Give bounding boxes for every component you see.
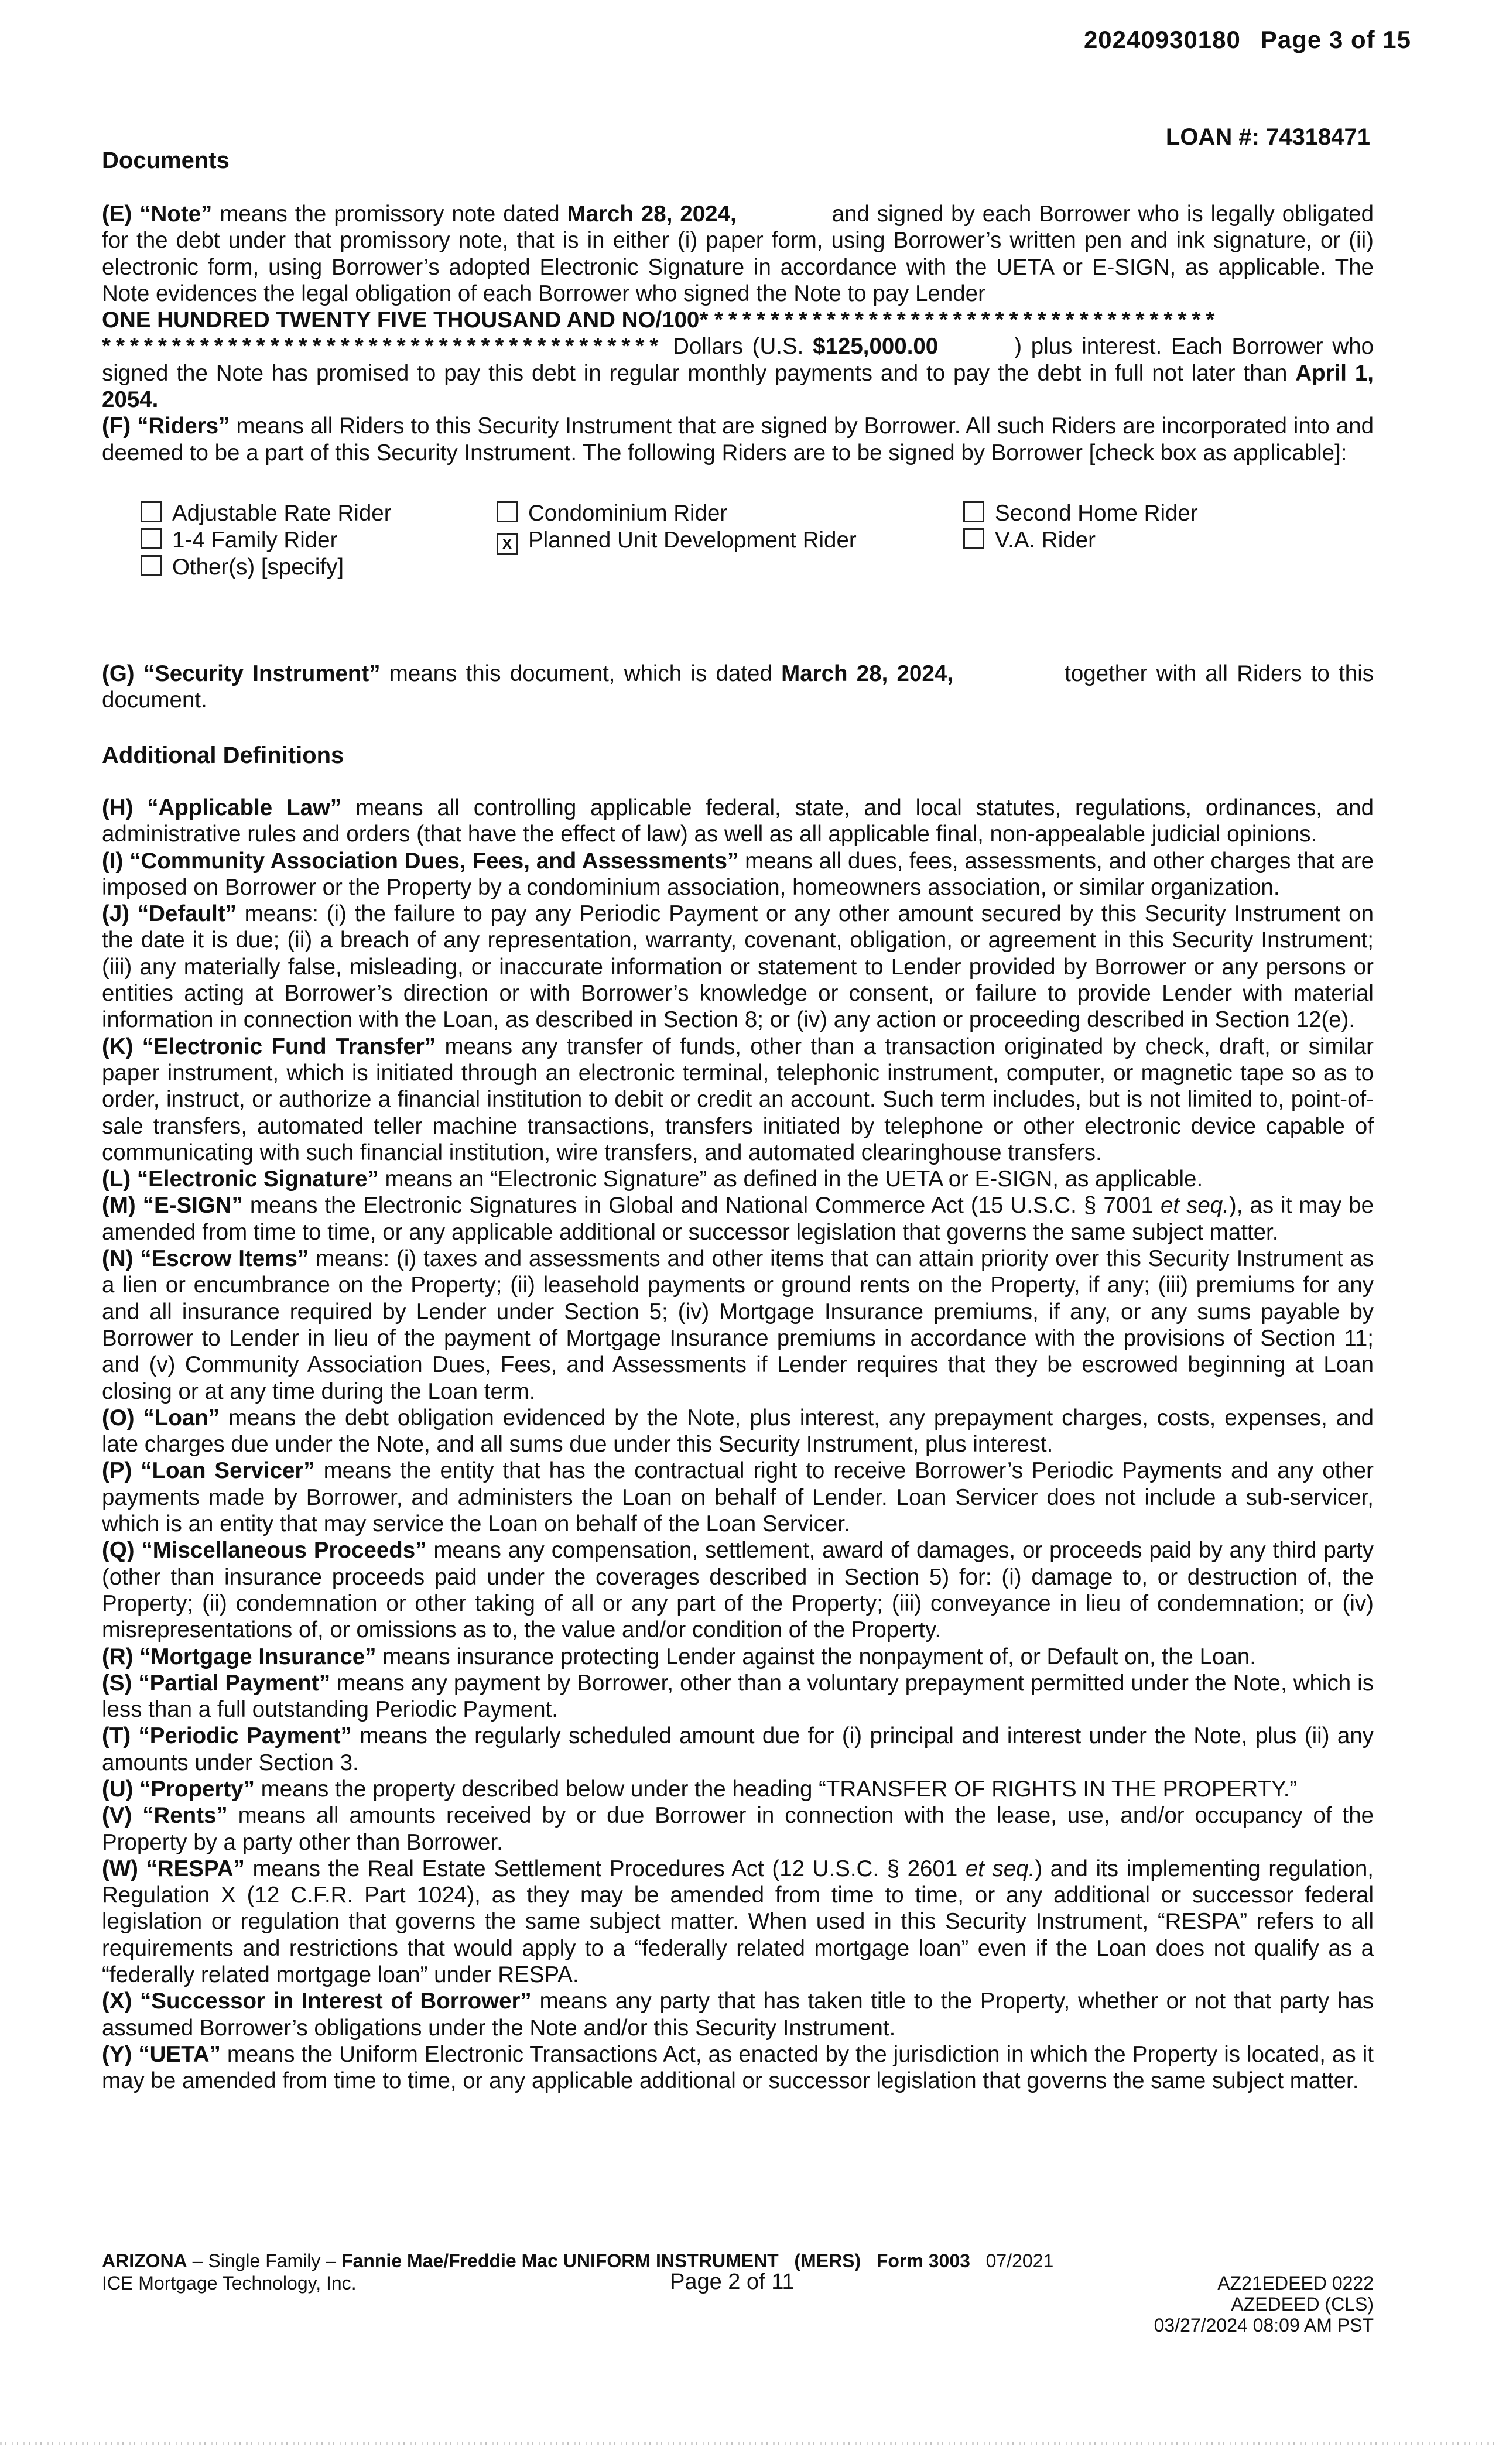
definition-v: (V) “Rents” means all amounts received by or due Borrower in connection with the lease, use, and/or occupancy of the Property by a party other than Borrower. bbox=[102, 1803, 1374, 1855]
recording-header bbox=[1084, 26, 1411, 54]
section-title-additional-definitions: Additional Definitions bbox=[102, 742, 344, 768]
definition-f: (F) “Riders” means all Riders to this Security Instrument that are signed by Borrower. All such Riders are incorporated into and deemed to be a part of this Security Instrument. The following Riders are to be signed by Borrower [check box as applicable]: bbox=[102, 413, 1374, 466]
definition-l: (L) “Electronic Signature” means an “Electronic Signature” as defined in the UETA or E-SIGN, as applicable. bbox=[102, 1166, 1203, 1192]
definition-g: (G) “Security Instrument” means this document, which is dated March 28, 2024, together with all Riders to this document. bbox=[102, 661, 1374, 713]
maturity-date: April 1, 2054 bbox=[102, 360, 1374, 413]
generated-timestamp: 03/27/2024 08:09 AM PST bbox=[1154, 2315, 1374, 2336]
definition-k: (K) “Electronic Fund Transfer” means any transfer of funds, other than a transaction originated by check, draft, or similar paper instrument, which is initiated through an electronic terminal, telephonic instrument, computer, or magnetic tape so as to order, instruct, or authorize a financial institution to debit or credit an account. Such term includes, but is not limited to, point-of-sale transfers, automated teller machine transactions, transfers initiated by telephone or other electronic device capable of communicating with such financial institution, wire transfers, and automated clearinghouse transfers. bbox=[102, 1033, 1374, 1165]
definition-x: (X) “Successor in Interest of Borrower” means any party that has taken title to the Property, whether or not that party has assumed Borrower’s obligations under the Note and/or this Security Instrument. bbox=[102, 1989, 1374, 2041]
definition-j: (J) “Default” means: (i) the failure to pay any Periodic Payment or any other amount secured by this Security Instrument on the date it is due; (ii) a breach of any representation, warranty, covenant, obligation, or agreement in this Security Instrument; (iii) any materially false, misleading, or inaccurate information or statement to Lender provided by Borrower or any persons or entities acting at Borrower’s direction or with Borrower’s knowledge or consent, or failure to provide Lender with material information in connection with the Loan, as described in Section 8; or (iv) any action or proceeding described in Section 12(e). bbox=[102, 901, 1374, 1033]
checked-checkbox-icon[interactable]: X bbox=[497, 533, 518, 555]
definition-i: (I) “Community Association Dues, Fees, and Assessments” means all dues, fees, assessments, and other charges that are imposed on Borrower or the Property by a condominium association, homeowners association, or similar organization. bbox=[102, 848, 1374, 900]
definition-h: (H) “Applicable Law” means all controlling applicable federal, state, and local statutes, regulations, ordinances, and administrative rules and orders (that have the effect of law) as well as all applicable final, non-appealable judicial opinions. bbox=[102, 795, 1374, 847]
definition-w: (W) “RESPA” means the Real Estate Settlement Procedures Act (12 U.S.C. § 2601 et seq.) and its implementing regulation, Regulation X (12 C.F.R. Part 1024), as they may be amended from time to time, or any additional or successor federal legislation or regulation that governs the same subject matter. When used in this Security Instrument, “RESPA” refers to all requirements and restrictions that would apply to a “federally related mortgage loan” even if the Loan does not qualify as a “federally related mortgage loan” under RESPA. bbox=[102, 1856, 1374, 1988]
definition-r: (R) “Mortgage Insurance” means insurance protecting Lender against the nonpayment of, or Default on, the Loan. bbox=[102, 1644, 1256, 1669]
definition-y: (Y) “UETA” means the Uniform Electronic Transactions Act, as enacted by the jurisdiction in which the Property is located, as it may be amended from time to time, or any applicable additional or successor legislation that governs the same subject matter. bbox=[102, 2041, 1374, 2094]
amount-in-words: ONE HUNDRED TWENTY FIVE THOUSAND AND NO/100* bbox=[102, 307, 709, 333]
loan-amount: $125,000.00 bbox=[813, 334, 939, 360]
definitions-h-y bbox=[102, 795, 1374, 2095]
loan-number: LOAN #: 74318471 bbox=[1165, 124, 1370, 150]
form-code: AZ21EDEED 0222 bbox=[1217, 2273, 1374, 2294]
company-name: ICE Mortgage Technology, Inc. bbox=[102, 2273, 357, 2294]
checkbox-icon[interactable] bbox=[497, 501, 518, 522]
definitions-e-f bbox=[102, 201, 1374, 466]
definition-p: (P) “Loan Servicer” means the entity that has the contractual right to receive Borrower’s Periodic Payments and any other payments made by Borrower, and administers the Loan on behalf of Lender. Loan Servicer does not include a sub-servicer, which is an entity that may service the Loan on behalf of the Loan Servicer. bbox=[102, 1458, 1374, 1537]
definition-o: (O) “Loan” means the debt obligation evidenced by the Note, plus interest, any prepayment charges, costs, expenses, and late charges due under the Note, and all sums due under this Security Instrument, plus interest. bbox=[102, 1405, 1374, 1457]
checkbox-icon[interactable] bbox=[141, 555, 162, 576]
form-identification: ARIZONA – Single Family – Fannie Mae/Freddie Mac UNIFORM INSTRUMENT (MERS) Form 3003 07/2021 bbox=[102, 2250, 1054, 2271]
rider-adjustable-rate[interactable]: Adjustable Rate Rider bbox=[141, 501, 392, 526]
checkbox-icon[interactable] bbox=[141, 528, 162, 549]
definition-s: (S) “Partial Payment” means any payment by Borrower, other than a voluntary prepayment permitted under the Note, which is less than a full outstanding Periodic Payment. bbox=[102, 1670, 1374, 1723]
definition-n: (N) “Escrow Items” means: (i) taxes and assessments and other items that can attain priority over this Security Instrument as a lien or encumbrance on the Property; (ii) leasehold payments or ground rents on the Property, if any; (iii) premiums for any and all insurance required by Lender under Section 5; (iv) Mortgage Insurance premiums, if any, or any sums payable by Borrower to Lender in lieu of the payment of Mortgage Insurance premiums in accordance with the provisions of Section 11; and (v) Community Association Dues, Fees, and Assessments if Lender requires that they be escrowed beginning at Loan closing or at any time during the Loan term. bbox=[102, 1246, 1374, 1404]
section-title-documents: Documents bbox=[102, 148, 230, 173]
definition-e: (E) “Note” means the promissory note dated March 28, 2024, and signed by each Borrower who is legally obligated for the debt under that promissory note, that is in either (i) paper form, using Borrower’s written pen and ink signature, or (ii) electronic form, using Borrower’s adopted Electronic Signature in accordance with the UETA or E-SIGN, as applicable. The Note evidences the legal obligation of each Borrower who signed the Note to pay Lender ONE HUNDRED TWENTY FIVE THOUSAND AND NO/100* ************************************ **************************************** Dollars (U.S. $125,000.00 ) plus interest. Each Borrower who signed the Note has promised to pay this debt in regular monthly payments and to pay the debt in full not later than April 1, 2054. bbox=[102, 201, 1374, 413]
definition-q: (Q) “Miscellaneous Proceeds” means any compensation, settlement, award of damages, or proceeds paid by any third party (other than insurance proceeds paid under the coverages described in Section 5) for: (i) damage to, or destruction of, the Property; (ii) condemnation or other taking of all or any part of the Property; (iii) conveyance in lieu of condemnation; or (iv) misrepresentations of, or omissions as to, the value and/or condition of the Property. bbox=[102, 1538, 1374, 1643]
form-code-secondary: AZEDEED (CLS) bbox=[1231, 2294, 1374, 2315]
scan-artifact-line bbox=[0, 2442, 1499, 2445]
rider-condominium[interactable]: Condominium Rider bbox=[497, 501, 727, 526]
page-counter: Page 3 of 15 bbox=[1260, 26, 1411, 53]
definition-u: (U) “Property” means the property described below under the heading “TRANSFER OF RIGHTS IN THE PROPERTY.” bbox=[102, 1776, 1298, 1802]
definition-m: (M) “E-SIGN” means the Electronic Signatures in Global and National Commerce Act (15 U.S.C. § 7001 et seq.), as it may be amended from time to time, or any applicable additional or successor legislation that governs the same subject matter. bbox=[102, 1193, 1374, 1245]
document-number: 20240930180 bbox=[1083, 26, 1241, 53]
rider-1-4-family[interactable]: 1-4 Family Rider bbox=[141, 528, 337, 553]
rider-va[interactable]: V.A. Rider bbox=[963, 528, 1096, 553]
checkbox-icon[interactable] bbox=[963, 501, 984, 522]
form-page-number: Page 2 of 11 bbox=[670, 2270, 795, 2294]
checkbox-icon[interactable] bbox=[141, 501, 162, 522]
rider-second-home[interactable]: Second Home Rider bbox=[963, 501, 1198, 526]
checkbox-icon[interactable] bbox=[963, 528, 984, 549]
rider-planned-unit-development[interactable]: X Planned Unit Development Rider bbox=[497, 528, 857, 555]
rider-other[interactable]: Other(s) [specify] bbox=[141, 555, 344, 580]
definition-t: (T) “Periodic Payment” means the regularly scheduled amount due for (i) principal and interest under the Note, plus (ii) any amounts under Section 3. bbox=[102, 1723, 1374, 1775]
